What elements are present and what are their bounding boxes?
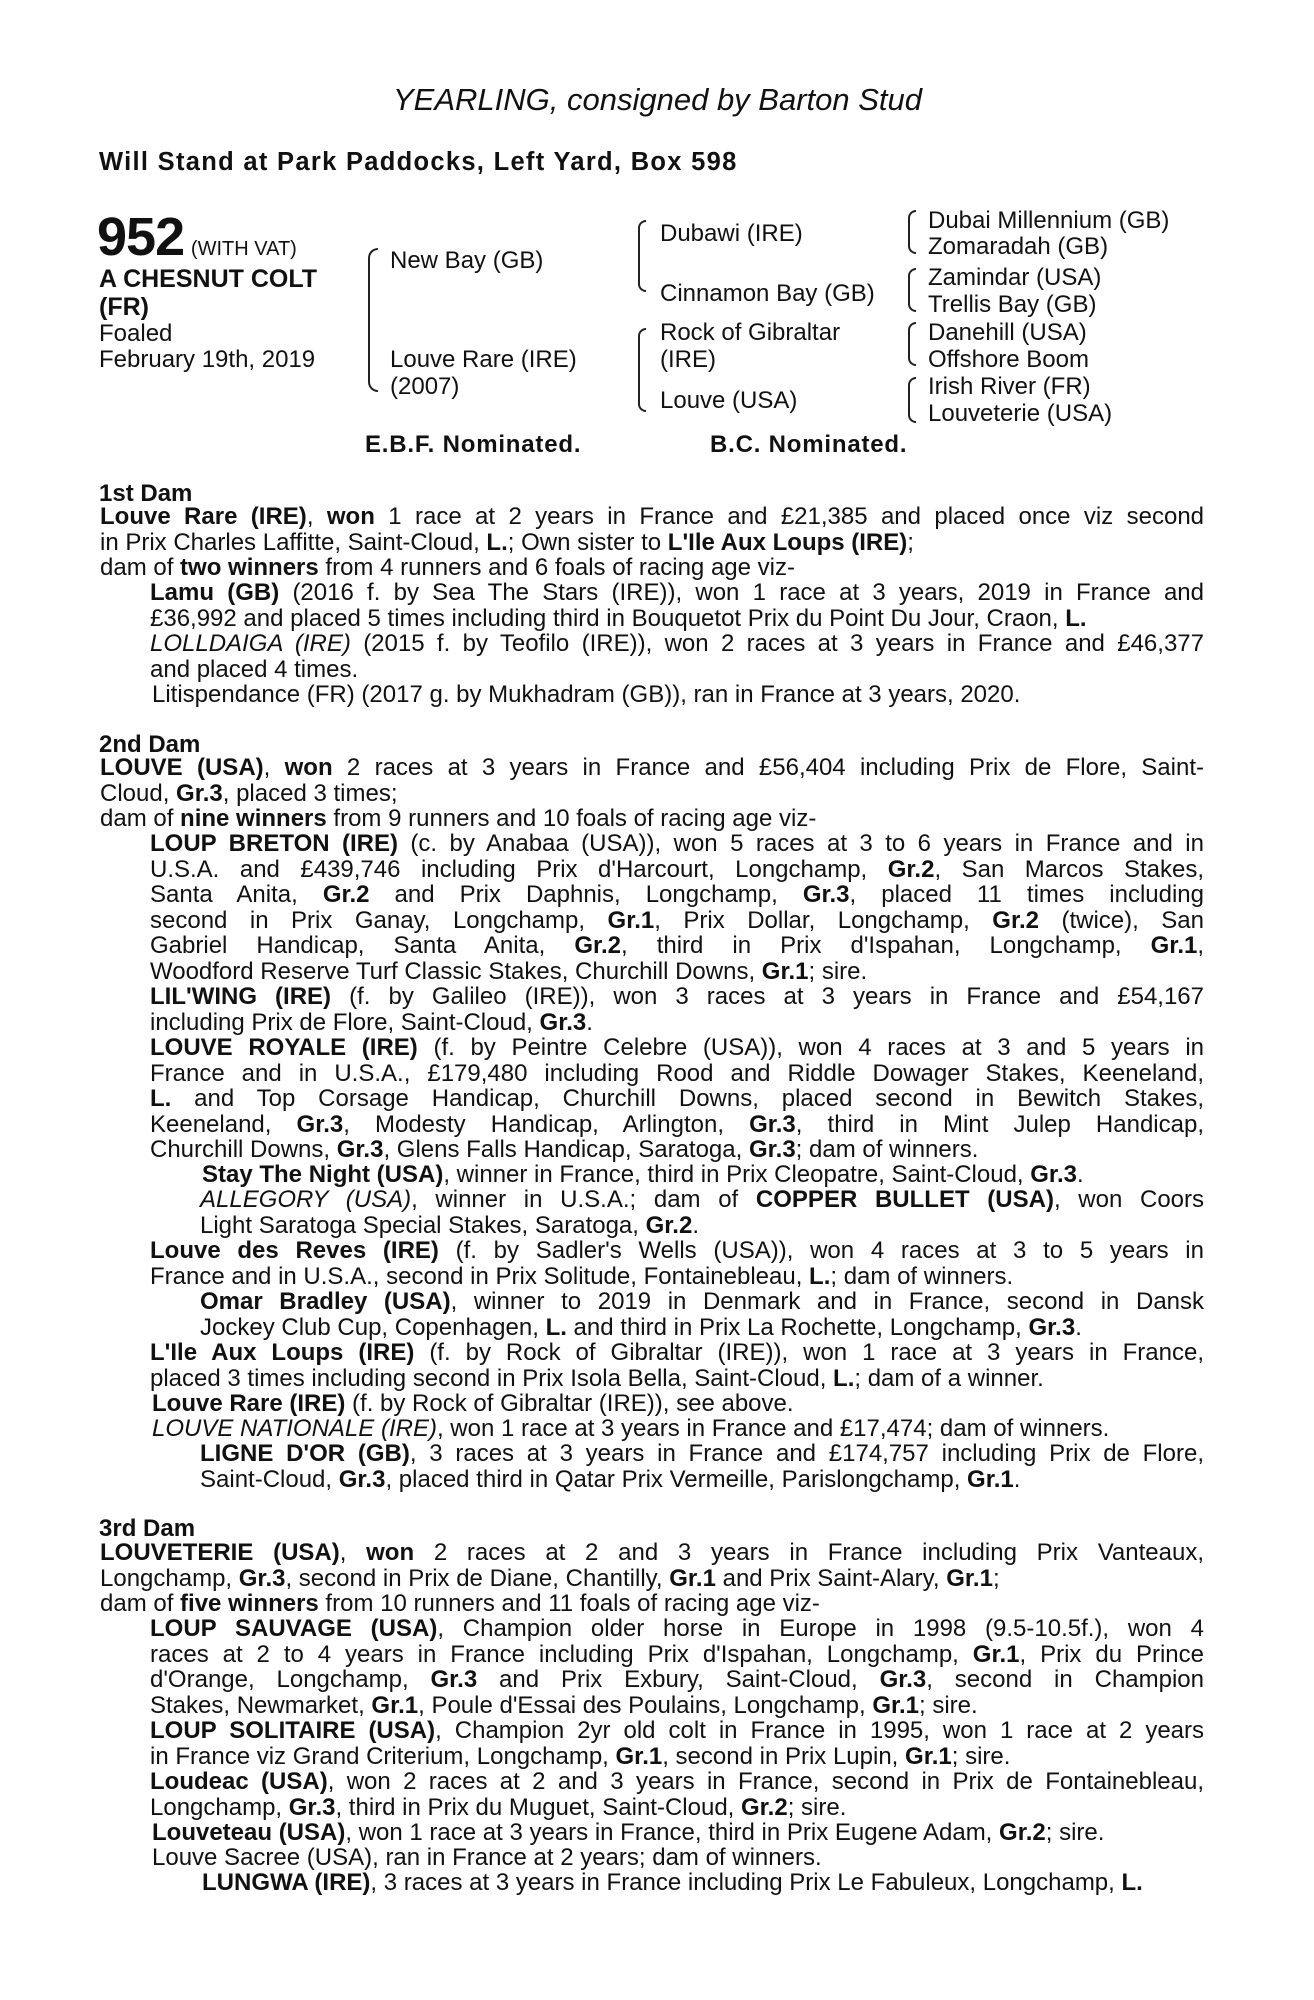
progeny-record: , placed 11 times including bbox=[849, 881, 1204, 908]
progeny-record: , won 2 races at 2 and 3 years in France, second in Prix de Fontainebleau, bbox=[327, 1768, 1204, 1795]
winners-count: five winners bbox=[180, 1590, 319, 1617]
race-record: Cloud, bbox=[100, 779, 177, 807]
progeny-record: , Prix Dollar, Longchamp, bbox=[654, 906, 993, 934]
listed-grade: L. bbox=[1121, 1869, 1143, 1896]
race-record: in Prix Charles Laffitte, Saint-Cloud, bbox=[100, 528, 487, 556]
progeny-name: Loudeac (USA) bbox=[150, 1768, 328, 1795]
progeny-record: , third in Prix d'Ispahan, Longchamp, bbox=[621, 932, 1151, 959]
race-record: 2 races at 2 and 3 years in France including Prix Vanteaux, bbox=[414, 1539, 1204, 1566]
third-dam-paragraph: LOUVETERIE (USA), won 2 races at 2 and 3 years in France including Prix Vanteaux, Longchamp, Gr.3, second in Prix de Diane, Chantilly, Gr.1 and Prix Saint-Alary, Gr.1; bbox=[100, 1539, 1204, 1592]
g3-sire: Irish River (FR) bbox=[928, 373, 1091, 400]
won-word: won bbox=[366, 1539, 415, 1566]
pedigree-brace-sire-dam bbox=[368, 248, 378, 392]
progeny-record: races at 2 to 4 years in France including Prix d'Ispahan, Longchamp, bbox=[150, 1640, 973, 1668]
progeny-record: (2015 f. by Teofilo (IRE)), won 2 races at 3 years in France and £46,377 bbox=[350, 630, 1204, 657]
progeny-record: , third in Mint Julep Handicap, bbox=[795, 1110, 1205, 1138]
progeny-record: (twice), San bbox=[1039, 906, 1205, 934]
progeny-record: ; sire. bbox=[1045, 1819, 1105, 1846]
progeny-entry bbox=[150, 1035, 1204, 1163]
progeny-record: second in Prix Ganay, Longchamp, bbox=[150, 906, 608, 934]
great-grand-progeny-name: COPPER BULLET (USA) bbox=[755, 1186, 1054, 1213]
grade: Gr.1 bbox=[946, 1564, 993, 1592]
progeny-name: LOUP SAUVAGE (USA) bbox=[150, 1615, 438, 1642]
progeny-entry bbox=[152, 1845, 1204, 1871]
progeny-entry bbox=[152, 1416, 1204, 1442]
punctuation: ; bbox=[907, 528, 914, 556]
punctuation: ; bbox=[992, 1564, 1000, 1592]
progeny-record: Santa Anita, bbox=[150, 881, 323, 908]
listed-grade: L. bbox=[1065, 604, 1087, 632]
progeny-record: and third in Prix La Rochette, Longchamp, bbox=[566, 1313, 1029, 1341]
progeny-record: Woodford Reserve Turf Classic Stakes, Churchill Downs, bbox=[150, 957, 762, 985]
grade: Gr.2 bbox=[741, 1793, 788, 1821]
punctuation: . bbox=[692, 1211, 699, 1239]
ebf-nomination: E.B.F. Nominated. bbox=[365, 431, 582, 458]
grade: Gr.1 bbox=[872, 1691, 920, 1719]
grand-progeny-entry bbox=[200, 1289, 1204, 1340]
progeny-record: Saint-Cloud, bbox=[200, 1465, 339, 1493]
progeny-entry bbox=[150, 831, 1204, 984]
progeny-record: France and in U.S.A., £179,480 including Rood and Riddle Dowager Stakes, Keeneland, bbox=[150, 1059, 1204, 1087]
progeny-record: Light Saratoga Special Stakes, Saratoga, bbox=[200, 1211, 646, 1239]
pedigree-brace-g3-3 bbox=[908, 322, 916, 366]
grade: Gr.3 bbox=[296, 1110, 344, 1138]
progeny-record: , 3 races at 3 years in France including Prix Le Fabuleux, Longchamp, bbox=[370, 1869, 1122, 1896]
grade: Gr.3 bbox=[176, 779, 223, 807]
listed-grade: L. bbox=[833, 1364, 855, 1392]
grade: Gr.1 bbox=[669, 1564, 716, 1592]
progeny-name: LOUVE ROYALE (IRE) bbox=[150, 1034, 418, 1061]
progeny-record: Keeneland, bbox=[150, 1110, 297, 1138]
dam-name: Louve Rare (IRE) bbox=[100, 503, 307, 530]
grade: Gr.2 bbox=[992, 906, 1039, 934]
grade: Gr.2 bbox=[574, 932, 622, 959]
progeny-record: (2016 f. by Sea The Stars (IRE)), won 1 race at 3 years, 2019 in France and bbox=[279, 579, 1204, 606]
progeny-record: , Champion older horse in Europe in 1998 (9.5-10.5f.), won 4 bbox=[437, 1615, 1204, 1642]
progeny-record: ; dam of a winner. bbox=[854, 1364, 1044, 1392]
grade: Gr.3 bbox=[539, 1008, 587, 1036]
progeny-record: (f. by Rock of Gibraltar (IRE)), see above. bbox=[345, 1390, 794, 1417]
grand-progeny-entry bbox=[200, 1187, 1204, 1238]
grade: Gr.2 bbox=[645, 1211, 693, 1239]
won-word: won bbox=[284, 754, 333, 781]
g3-sire: Danehill (USA) bbox=[928, 319, 1087, 346]
progeny-name: L'Ile Aux Loups (IRE) bbox=[150, 1339, 415, 1366]
progeny-record: , second in Prix Lupin, bbox=[662, 1742, 906, 1770]
progeny-record: (f. by Galileo (IRE)), won 3 races at 3 years in France and £54,167 bbox=[331, 983, 1204, 1010]
progeny-name: Louve des Reves (IRE) bbox=[150, 1237, 439, 1264]
progeny-record: ; sire. bbox=[787, 1793, 847, 1821]
progeny-record: , won 1 race at 3 years in France, third in Prix Eugene Adam, bbox=[345, 1819, 1000, 1846]
lot-origin: (FR) bbox=[99, 293, 149, 321]
listed-grade: L. bbox=[150, 1085, 172, 1112]
dam-dam: Louve (USA) bbox=[660, 387, 798, 414]
progeny-record: Jockey Club Cup, Copenhagen, bbox=[200, 1313, 546, 1341]
progeny-record: , winner in France, third in Prix Cleopatre, Saint-Cloud, bbox=[443, 1161, 1031, 1188]
punctuation: . bbox=[1076, 1161, 1084, 1188]
sire-sire: Dubawi (IRE) bbox=[660, 220, 803, 247]
punctuation: . bbox=[1075, 1313, 1082, 1341]
progeny-record: ; dam of winners. bbox=[795, 1136, 979, 1163]
second-dam-produce-summary bbox=[100, 806, 1204, 832]
second-dam-paragraph: LOUVE (USA), won 2 races at 3 years in France and £56,404 including Prix de Flore, Saint- Cloud, Gr.3, placed 3 times; bbox=[100, 754, 1204, 807]
grand-progeny-entry bbox=[202, 1162, 1204, 1188]
pedigree-brace-g3-4 bbox=[908, 377, 916, 423]
dam: Louve Rare (IRE) bbox=[390, 346, 577, 373]
race-record: ; Own sister to bbox=[507, 528, 668, 556]
grade: Gr.3 bbox=[749, 1110, 796, 1138]
sister-name: L'Ile Aux Loups (IRE) bbox=[667, 528, 908, 556]
progeny-entry bbox=[152, 682, 1204, 708]
progeny-record: £36,992 and placed 5 times including third in Bouquetot Prix du Point Du Jour, Craon, bbox=[150, 604, 1066, 632]
progeny-record: (f. by Rock of Gibraltar (IRE)), won 1 race at 3 years in France, bbox=[414, 1339, 1204, 1366]
grade: Gr.1 bbox=[607, 906, 655, 934]
race-record: , second in Prix de Diane, Chantilly, bbox=[285, 1564, 670, 1592]
third-dam-produce-summary bbox=[100, 1591, 1204, 1617]
grand-progeny-name: LIGNE D'OR (GB) bbox=[200, 1440, 410, 1467]
progeny-record: , San Marcos Stakes, bbox=[934, 855, 1205, 883]
progeny-record: , Poule d'Essai des Poulains, Longchamp, bbox=[418, 1691, 873, 1719]
progeny-record: Gabriel Handicap, Santa Anita, bbox=[150, 932, 575, 959]
grade: Gr.1 bbox=[615, 1742, 663, 1770]
grade: Gr.1 bbox=[1150, 932, 1198, 959]
grade: Gr.3 bbox=[748, 1136, 796, 1163]
third-dam-heading: 3rd Dam bbox=[99, 1515, 196, 1542]
first-dam-paragraph: Louve Rare (IRE), won 1 race at 2 years in France and £21,385 and placed once viz second in Prix Charles Laffitte, Saint-Cloud, L.; Own sister to L'Ile Aux Loups (IRE); bbox=[100, 503, 1205, 556]
listed-grade: L. bbox=[486, 528, 508, 556]
grade: Gr.1 bbox=[371, 1691, 419, 1719]
dam-of-label: dam of bbox=[100, 805, 181, 832]
progeny-record: ; sire. bbox=[808, 957, 868, 985]
g3-dam: Offshore Boom bbox=[928, 346, 1089, 373]
progeny-record: , second in Champion bbox=[926, 1666, 1205, 1693]
progeny-record: , Champion 2yr old colt in France in 1995, won 1 race at 2 years bbox=[435, 1717, 1205, 1744]
race-record: Longchamp, bbox=[100, 1564, 239, 1592]
progeny-name: LOLLDAIGA (IRE) bbox=[150, 630, 351, 657]
progeny-record: , Prix du Prince bbox=[1019, 1640, 1204, 1668]
progeny-record: (c. by Anabaa (USA)), won 5 races at 3 to 6 years in France and in bbox=[398, 830, 1204, 857]
runners-summary: from 4 runners and 6 foals of racing age viz- bbox=[318, 554, 795, 581]
grade: Gr.3 bbox=[1030, 1161, 1077, 1188]
progeny-name: Lamu (GB) bbox=[150, 579, 280, 606]
race-record: , placed 3 times; bbox=[222, 779, 398, 807]
progeny-record: and Top Corsage Handicap, Churchill Downs, placed second in Bewitch Stakes, bbox=[171, 1085, 1204, 1112]
runners-summary: from 9 runners and 10 foals of racing age viz- bbox=[326, 805, 817, 832]
catalogue-header: YEARLING, consigned by Barton Stud bbox=[393, 82, 923, 117]
dam-name: LOUVE (USA) bbox=[100, 754, 264, 781]
progeny-record: , winner to 2019 in Denmark and in France, second in Dansk bbox=[450, 1288, 1205, 1315]
progeny-record: U.S.A. and £439,746 including Prix d'Harcourt, Longchamp, bbox=[150, 855, 888, 883]
grade: Gr.3 bbox=[288, 1793, 336, 1821]
progeny-record: , Glens Falls Handicap, Saratoga, bbox=[383, 1136, 749, 1163]
race-record: and Prix Saint-Alary, bbox=[715, 1564, 947, 1592]
foaled-date: February 19th, 2019 bbox=[99, 346, 316, 373]
pedigree-brace-sire-line bbox=[638, 220, 646, 292]
dam-of-label: dam of bbox=[100, 1590, 181, 1617]
lot-description: A CHESNUT COLT bbox=[99, 265, 318, 293]
pedigree-brace-g3-2 bbox=[908, 268, 916, 312]
grade: Gr.3 bbox=[1028, 1313, 1076, 1341]
progeny-name: LOUP SOLITAIRE (USA) bbox=[150, 1717, 436, 1744]
progeny-name: LOUVE NATIONALE (IRE) bbox=[152, 1415, 437, 1442]
progeny-record: ; sire. bbox=[951, 1742, 1011, 1770]
lot-number: 952 bbox=[97, 207, 185, 267]
progeny-record: and Prix Exbury, Saint-Cloud, bbox=[477, 1666, 880, 1693]
progeny-record: ; sire. bbox=[919, 1691, 978, 1719]
grade: Gr.2 bbox=[999, 1819, 1046, 1846]
progeny-record: (f. by Sadler's Wells (USA)), won 4 races at 3 to 5 years in bbox=[438, 1237, 1204, 1264]
g3-dam: Trellis Bay (GB) bbox=[928, 291, 1097, 318]
progeny-entry bbox=[150, 580, 1204, 631]
dam-year: (2007) bbox=[390, 373, 460, 400]
listed-grade: L. bbox=[809, 1262, 831, 1290]
g3-sire: Dubai Millennium (GB) bbox=[928, 207, 1170, 234]
first-dam-produce-summary bbox=[100, 555, 1204, 581]
grade: Gr.3 bbox=[430, 1666, 478, 1693]
progeny-record: , third in Prix du Muguet, Saint-Cloud, bbox=[335, 1793, 741, 1821]
progeny-record: , won Coors bbox=[1053, 1186, 1205, 1213]
grand-progeny-name: Stay The Night (USA) bbox=[202, 1161, 444, 1188]
progeny-record: including Prix de Flore, Saint-Cloud, bbox=[150, 1008, 540, 1036]
progeny-entry bbox=[150, 1718, 1204, 1769]
vat-note: (WITH VAT) bbox=[190, 238, 297, 260]
progeny-name: Louveteau (USA) bbox=[152, 1819, 346, 1846]
race-record: 2 races at 3 years in France and £56,404 including Prix de Flore, Saint- bbox=[332, 754, 1204, 781]
progeny-record: , bbox=[1197, 932, 1205, 959]
progeny-name: LIL'WING (IRE) bbox=[150, 983, 332, 1010]
progeny-record: placed 3 times including second in Prix Isola Bella, Saint-Cloud, bbox=[150, 1364, 834, 1392]
progeny-record: ; dam of winners. bbox=[830, 1262, 1014, 1290]
progeny-record: , winner in U.S.A.; dam of bbox=[411, 1186, 756, 1213]
g3-dam: Louveterie (USA) bbox=[928, 400, 1113, 427]
lot-number-block bbox=[97, 206, 297, 268]
progeny-record: (f. by Peintre Celebre (USA)), won 4 races at 3 and 5 years in bbox=[417, 1034, 1204, 1061]
grade: Gr.3 bbox=[238, 1564, 286, 1592]
grade: Gr.1 bbox=[761, 957, 809, 985]
progeny-record: , won 1 race at 3 years in France and £17,474; dam of winners. bbox=[436, 1415, 1110, 1442]
grade: Gr.1 bbox=[967, 1465, 1014, 1493]
dam-of-label: dam of bbox=[100, 554, 181, 581]
progeny-record: and placed 4 times. bbox=[150, 655, 359, 683]
progeny-entry bbox=[150, 1340, 1204, 1391]
won-word: won bbox=[326, 503, 375, 530]
pedigree-brace-dam-line bbox=[638, 328, 646, 412]
grade: Gr.1 bbox=[905, 1742, 952, 1770]
grade: Gr.1 bbox=[972, 1640, 1020, 1668]
progeny-record: Stakes, Newmarket, bbox=[150, 1691, 372, 1719]
second-dam-heading: 2nd Dam bbox=[99, 731, 201, 758]
grand-progeny-name: Omar Bradley (USA) bbox=[200, 1288, 451, 1315]
dam-sire-origin: (IRE) bbox=[660, 346, 716, 373]
grand-progeny-name: LUNGWA (IRE) bbox=[202, 1869, 371, 1896]
progeny-record: d'Orange, Longchamp, bbox=[150, 1666, 431, 1693]
listed-grade: L. bbox=[545, 1313, 567, 1341]
foaled-label: Foaled bbox=[99, 320, 173, 347]
grade: Gr.3 bbox=[802, 881, 850, 908]
bc-nomination: B.C. Nominated. bbox=[710, 431, 908, 458]
progeny-record: , placed third in Qatar Prix Vermeille, Parislongchamp, bbox=[385, 1465, 968, 1493]
dam-name: LOUVETERIE (USA) bbox=[100, 1539, 340, 1566]
sire: New Bay (GB) bbox=[390, 247, 544, 274]
stand-location: Will Stand at Park Paddocks, Left Yard, Box 598 bbox=[99, 148, 738, 176]
progeny-entry bbox=[152, 1391, 1204, 1417]
progeny-record: , Modesty Handicap, Arlington, bbox=[343, 1110, 750, 1138]
progeny-record: Longchamp, bbox=[150, 1793, 289, 1821]
punctuation: . bbox=[1013, 1465, 1021, 1493]
grand-progeny-entry bbox=[202, 1870, 1204, 1896]
grand-progeny-name: ALLEGORY (USA) bbox=[200, 1186, 412, 1213]
progeny-entry bbox=[150, 1238, 1204, 1289]
grade: Gr.3 bbox=[336, 1136, 384, 1163]
progeny-record: in France viz Grand Criterium, Longchamp, bbox=[150, 1742, 616, 1770]
grade: Gr.3 bbox=[879, 1666, 927, 1693]
progeny-record: France and in U.S.A., second in Prix Solitude, Fontainebleau, bbox=[150, 1262, 810, 1290]
punctuation: . bbox=[586, 1008, 593, 1036]
grade: Gr.2 bbox=[322, 881, 370, 908]
grand-progeny-entry bbox=[200, 1441, 1204, 1492]
g3-dam: Zomaradah (GB) bbox=[928, 233, 1109, 260]
dam-sire: Rock of Gibraltar bbox=[660, 319, 841, 346]
first-dam-heading: 1st Dam bbox=[99, 480, 193, 507]
winners-count: two winners bbox=[180, 554, 319, 581]
progeny-entry bbox=[152, 1820, 1204, 1846]
winners-count: nine winners bbox=[180, 805, 327, 832]
runners-summary: from 10 runners and 11 foals of racing age viz- bbox=[318, 1590, 820, 1617]
grade: Gr.2 bbox=[887, 855, 935, 883]
pedigree-brace-g3-1 bbox=[908, 210, 916, 254]
progeny-record: Litispendance (FR) (2017 g. by Mukhadram (GB)), ran in France at 3 years, 2020. bbox=[152, 681, 1021, 708]
progeny-name: Louve Rare (IRE) bbox=[152, 1390, 346, 1417]
grade: Gr.3 bbox=[338, 1465, 386, 1493]
progeny-entry bbox=[150, 1616, 1204, 1718]
progeny-entry bbox=[150, 631, 1204, 682]
g3-sire: Zamindar (USA) bbox=[928, 264, 1102, 291]
progeny-name: LOUP BRETON (IRE) bbox=[150, 830, 398, 857]
progeny-entry bbox=[150, 1769, 1204, 1820]
progeny-record: , 3 races at 3 years in France and £174,757 including Prix de Flore, bbox=[409, 1440, 1204, 1467]
progeny-entry bbox=[150, 984, 1204, 1035]
progeny-record: Churchill Downs, bbox=[150, 1136, 337, 1163]
race-record: 1 race at 2 years in France and £21,385 and placed once viz second bbox=[374, 503, 1205, 530]
progeny-record: and Prix Daphnis, Longchamp, bbox=[369, 881, 803, 908]
sire-dam: Cinnamon Bay (GB) bbox=[660, 280, 875, 307]
progeny-record: Louve Sacree (USA), ran in France at 2 years; dam of winners. bbox=[152, 1844, 822, 1871]
